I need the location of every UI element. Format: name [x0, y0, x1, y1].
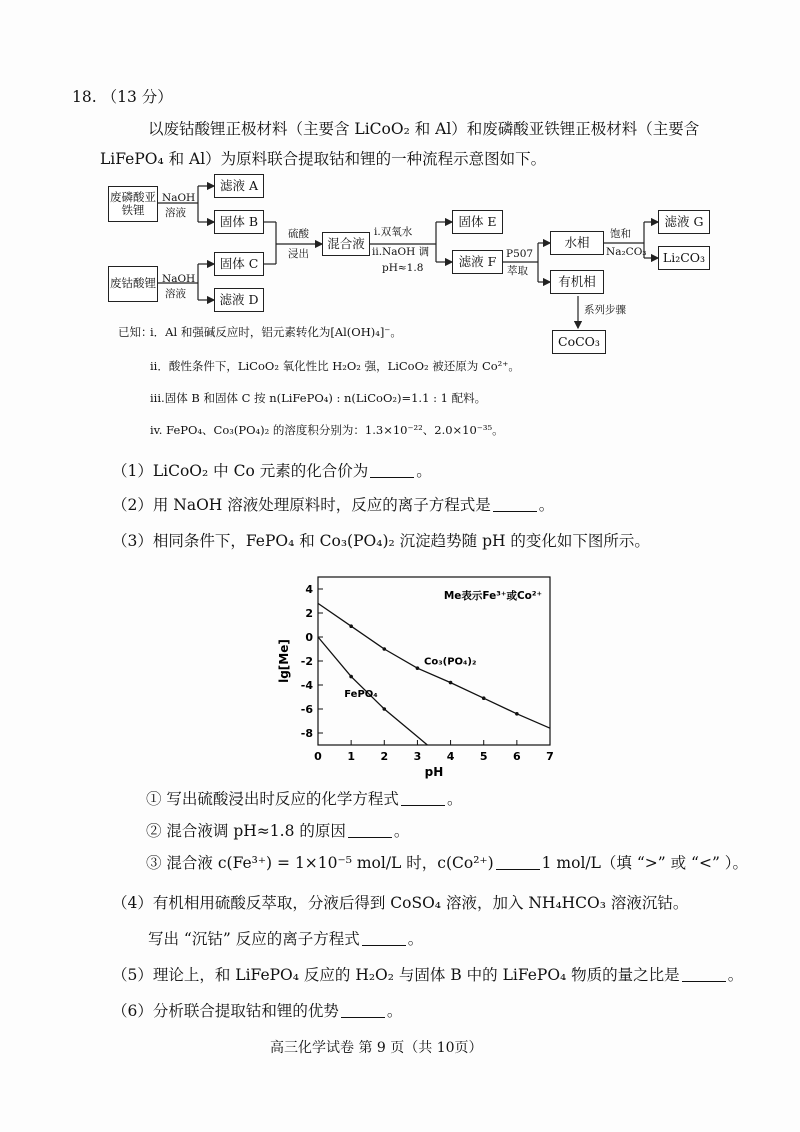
known-ii: ii．酸性条件下，LiCoO₂ 氧化性比 H₂O₂ 强，LiCoO₂ 被还原为 Co²⁺。 — [150, 359, 520, 373]
intro-line-2: LiFePO₄ 和 Al）为原料联合提取钴和锂的一种流程示意图如下。 — [100, 150, 547, 168]
question-5: （5）理论上，和 LiFePO₄ 反应的 H₂O₂ 与固体 B 中的 LiFePO₄ 物质的量之比是 。 — [112, 966, 744, 984]
p507-label: P507 — [506, 248, 534, 260]
naoh-label-1: NaOH — [162, 192, 196, 204]
answer-blank[interactable] — [348, 836, 392, 838]
raw-material-licoo2-box: 废钴酸锂 — [108, 266, 158, 302]
filtrate-d-box: 滤液 D — [214, 288, 264, 312]
filtrate-f-box: 滤液 F — [452, 250, 503, 274]
known-label: 已知： — [118, 325, 153, 339]
coco3-box: CoCO₃ — [552, 330, 606, 354]
y-tick-label: 2 — [305, 607, 313, 620]
data-point — [382, 647, 386, 651]
x-tick-label: 3 — [413, 750, 422, 763]
answer-blank[interactable] — [493, 510, 537, 512]
data-point — [449, 681, 453, 685]
intro-line-1: 以废钴酸锂正极材料（主要含 LiCoO₂ 和 Al）和废磷酸亚铁锂正极材料（主要含 — [148, 120, 700, 138]
question-number: 18. （13 分） — [72, 88, 173, 106]
series-steps-label: 系列步骤 — [584, 304, 626, 316]
filtrate-a-box: 滤液 A — [214, 174, 264, 198]
raw-material-lifepo4-box: 废磷酸亚铁锂 — [108, 186, 158, 222]
naoh-label-2: NaOH — [162, 273, 196, 285]
answer-blank[interactable] — [401, 804, 445, 806]
x-tick-label: 6 — [513, 750, 521, 763]
x-tick-label: 4 — [446, 750, 455, 763]
y-tick-label: -2 — [300, 655, 313, 668]
question-3-3: ③ 混合液 c(Fe³⁺) = 1×10⁻⁵ mol/L 时，c(Co²⁺) 1 mol/L（填 “>” 或 “<” ）。 — [146, 854, 749, 872]
leaching-label: 浸出 — [288, 248, 309, 260]
answer-blank[interactable] — [682, 980, 726, 982]
solid-b-box: 固体 B — [214, 210, 264, 234]
question-4: （4）有机相用硫酸反萃取，分液后得到 CoSO₄ 溶液，加入 NH₄HCO₃ 溶液沉钴。 — [112, 894, 689, 912]
question-3: （3）相同条件下，FePO₄ 和 Co₃(PO₄)₂ 沉淀趋势随 pH 的变化如下图所示。 — [112, 532, 650, 550]
x-tick-label: 5 — [479, 750, 488, 763]
data-point — [482, 696, 486, 700]
known-i: i．Al 和强碱反应时，铝元素转化为[Al(OH)₄]⁻。 — [150, 325, 402, 339]
page-footer: 高三化学试卷 第 9 页（共 10页） — [270, 1040, 483, 1056]
aqueous-phase-box: 水相 — [550, 231, 604, 255]
data-point — [416, 666, 420, 670]
naoh-solution-label-1: 溶液 — [165, 207, 186, 219]
li2co3-box: Li₂CO₃ — [658, 246, 710, 270]
y-tick-label: -4 — [300, 679, 313, 692]
series-label: FePO₄ — [344, 689, 378, 700]
question-4-prompt: 写出 “沉钴” 反应的离子方程式 。 — [148, 930, 424, 948]
naoh-solution-label-2: 溶液 — [165, 288, 186, 300]
extraction-label: 萃取 — [507, 265, 528, 277]
chart-svg — [260, 565, 560, 785]
answer-blank[interactable] — [362, 944, 406, 946]
y-tick-label: -8 — [300, 727, 313, 740]
data-point — [515, 712, 519, 716]
y-tick-label: -6 — [300, 703, 313, 716]
step-naoh-label: ii.NaOH 调 — [372, 246, 430, 258]
question-3-2: ② 混合液调 pH≈1.8 的原因 。 — [146, 822, 410, 840]
y-tick-label: 4 — [305, 583, 313, 596]
x-tick-label: 0 — [314, 750, 322, 763]
question-2: （2）用 NaOH 溶液处理原料时，反应的离子方程式是 。 — [112, 496, 555, 514]
solid-e-box: 固体 E — [452, 210, 503, 234]
saturated-label: 饱和 — [610, 228, 631, 240]
known-iv: iv. FePO₄、Co₃(PO₄)₂ 的溶度积分别为：1.3×10⁻²²、2.0×10⁻³⁵。 — [150, 423, 504, 437]
x-axis-label: pH — [424, 765, 444, 779]
step-ph-label: pH≈1.8 — [382, 262, 424, 274]
mixed-solution-box: 混合液 — [322, 232, 370, 256]
answer-blank[interactable] — [496, 868, 540, 870]
solid-c-box: 固体 C — [214, 252, 264, 276]
chart-title: Me表示Fe³⁺或Co²⁺ — [443, 590, 542, 602]
na2co3-label: Na₂CO₃ — [606, 246, 647, 258]
data-point — [349, 675, 353, 679]
data-point — [349, 624, 353, 628]
x-tick-label: 7 — [546, 750, 554, 763]
question-1: （1）LiCoO₂ 中 Co 元素的化合价为 。 — [112, 462, 432, 480]
filtrate-g-box: 滤液 G — [658, 210, 710, 234]
chart — [260, 565, 560, 785]
x-tick-label: 1 — [347, 750, 355, 763]
known-iii: iii.固体 B 和固体 C 按 n(LiFePO₄) : n(LiCoO₂)=1.1 : 1 配料。 — [150, 391, 487, 405]
y-axis-label: lg[Me] — [277, 639, 291, 683]
organic-phase-box: 有机相 — [550, 270, 604, 294]
question-6: （6）分析联合提取钴和锂的优势 。 — [112, 1002, 403, 1020]
x-tick-label: 2 — [380, 750, 389, 763]
step-peroxide-label: i.双氧水 — [374, 226, 413, 238]
flow-arrows — [0, 0, 800, 360]
question-3-1: ① 写出硫酸浸出时反应的化学方程式 。 — [146, 790, 463, 808]
sulfuric-acid-label: 硫酸 — [288, 228, 309, 240]
data-point — [382, 707, 386, 711]
answer-blank[interactable] — [341, 1016, 385, 1018]
y-tick-label: 0 — [305, 631, 313, 644]
answer-blank[interactable] — [370, 476, 414, 478]
series-label: Co₃(PO₄)₂ — [424, 656, 477, 668]
